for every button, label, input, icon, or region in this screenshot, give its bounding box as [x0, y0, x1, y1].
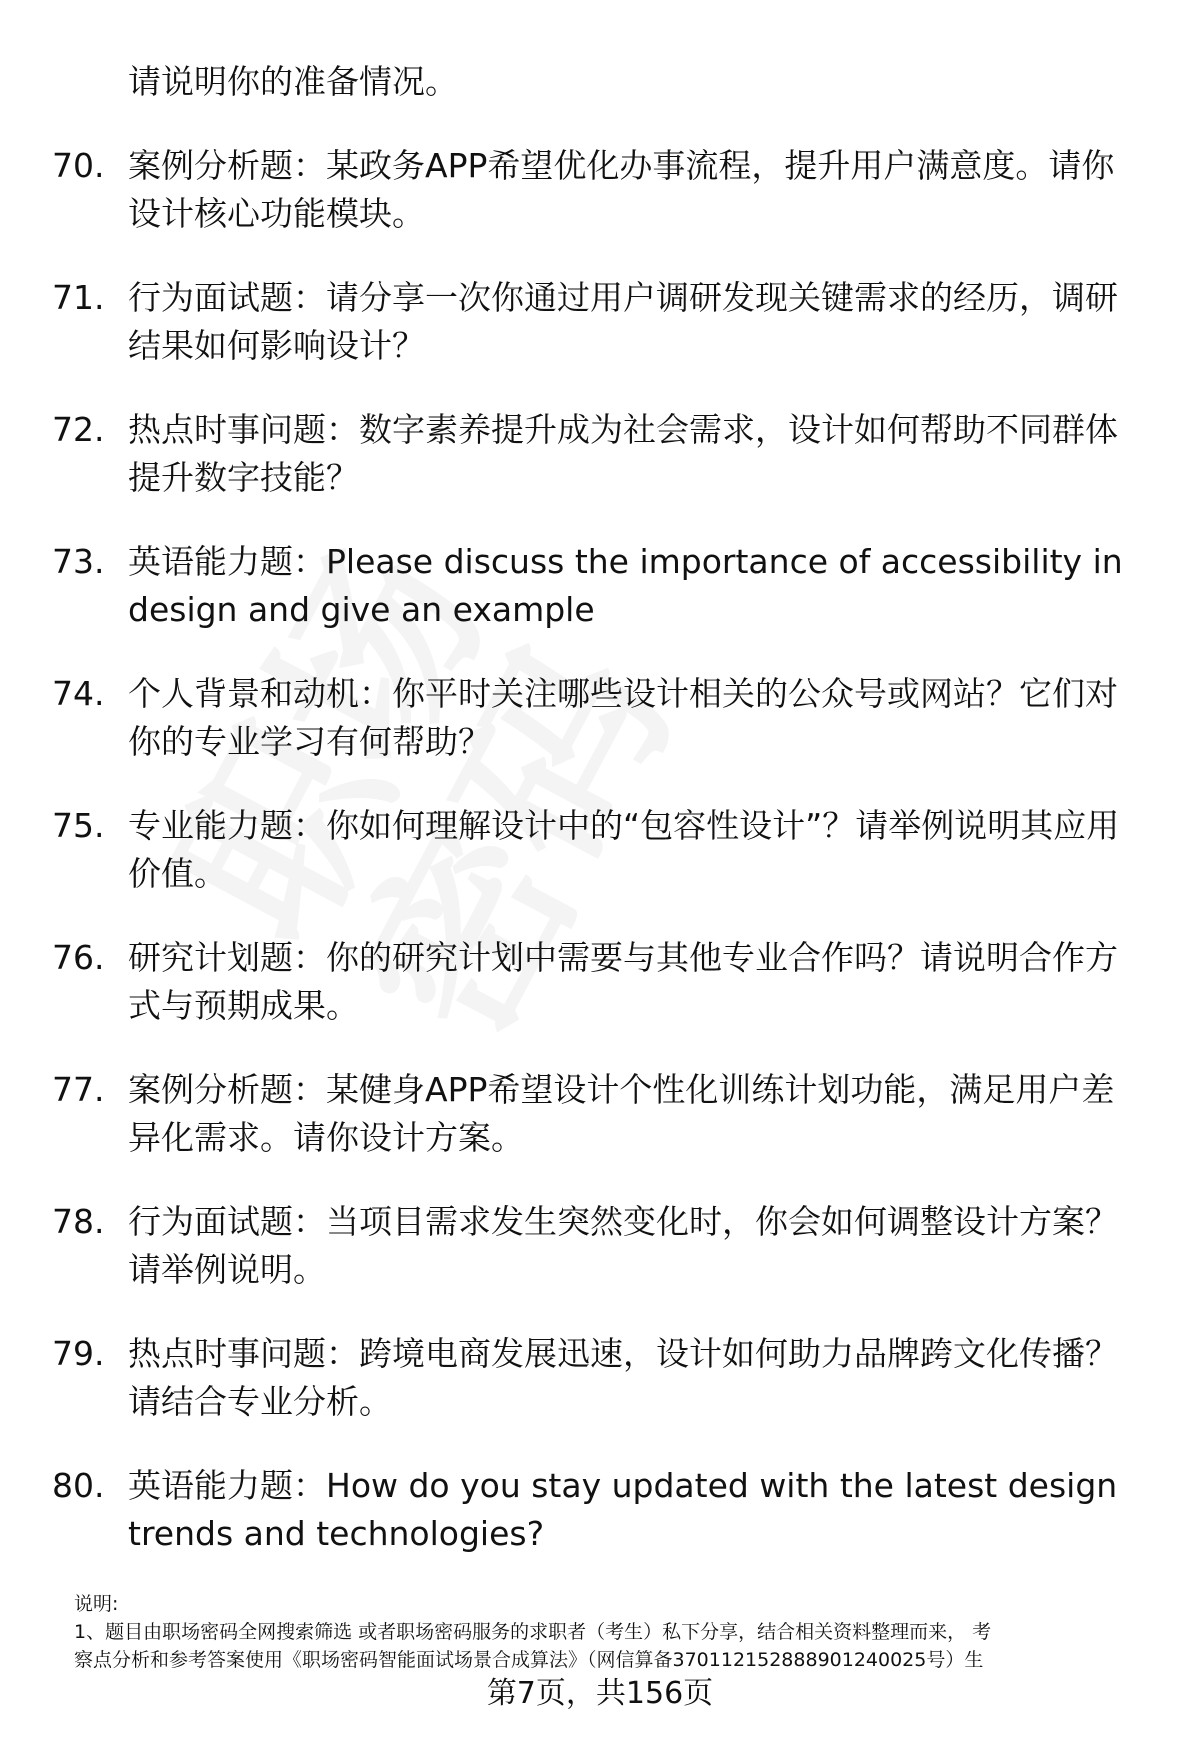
question-number: 72.	[52, 410, 105, 449]
question-text: 英语能力题：Please discuss the importance of accessibility in design and give an example	[128, 542, 1123, 629]
question-number: 76.	[52, 938, 105, 977]
question-text: 行为面试题：请分享一次你通过用户调研发现关键需求的经历，调研结果如何影响设计？	[128, 278, 1118, 365]
question-number: 71.	[52, 278, 105, 317]
question-item	[52, 670, 1152, 766]
question-number: 79.	[52, 1334, 105, 1373]
question-text: 案例分析题：某健身APP希望设计个性化训练计划功能，满足用户差异化需求。请你设计方案。	[128, 1070, 1115, 1157]
question-item	[52, 538, 1152, 634]
question-number: 70.	[52, 146, 105, 185]
question-continuation: 请说明你的准备情况。	[128, 62, 458, 101]
question-text: 专业能力题：你如何理解设计中的“包容性设计”？请举例说明其应用价值。	[128, 806, 1120, 893]
question-number: 74.	[52, 674, 105, 713]
question-item	[52, 934, 1152, 1030]
question-text: 研究计划题：你的研究计划中需要与其他专业合作吗？请说明合作方式与预期成果。	[128, 938, 1118, 1025]
question-item	[52, 142, 1152, 238]
question-text: 案例分析题：某政务APP希望优化办事流程，提升用户满意度。请你设计核心功能模块。	[128, 146, 1115, 233]
question-number: 80.	[52, 1466, 105, 1505]
question-item	[52, 1330, 1152, 1426]
page-number: 第7页，共156页	[486, 1676, 714, 1711]
question-item	[52, 1462, 1152, 1558]
question-item	[52, 406, 1152, 502]
question-text: 英语能力题：How do you stay updated with the latest design trends and technologies?	[128, 1466, 1118, 1553]
question-number: 78.	[52, 1202, 105, 1241]
notes	[74, 1590, 1154, 1674]
question-item	[52, 802, 1152, 898]
question-number: 77.	[52, 1070, 105, 1109]
notes-heading: 说明:	[74, 1593, 119, 1615]
question-text: 热点时事问题：数字素养提升成为社会需求，设计如何帮助不同群体提升数字技能？	[128, 410, 1118, 497]
notes-line: 察点分析和参考答案使用《职场密码智能面试场景合成算法》（网信算备370112152888901240025号）生	[74, 1649, 984, 1671]
question-number: 73.	[52, 542, 105, 581]
question-item	[52, 1066, 1152, 1162]
notes-line: 1、题目由职场密码全网搜索筛选 或者职场密码服务的求职者（考生）私下分享，结合相关资料整理而来， 考	[74, 1621, 992, 1643]
question-text: 个人背景和动机：你平时关注哪些设计相关的公众号或网站？它们对你的专业学习有何帮助？	[128, 674, 1118, 761]
question-number: 75.	[52, 806, 105, 845]
question-item	[52, 274, 1152, 370]
question-text: 热点时事问题：跨境电商发展迅速，设计如何助力品牌跨文化传播？请结合专业分析。	[128, 1334, 1118, 1421]
question-item	[52, 1198, 1152, 1294]
question-text: 行为面试题：当项目需求发生突然变化时，你会如何调整设计方案？请举例说明。	[128, 1202, 1118, 1289]
